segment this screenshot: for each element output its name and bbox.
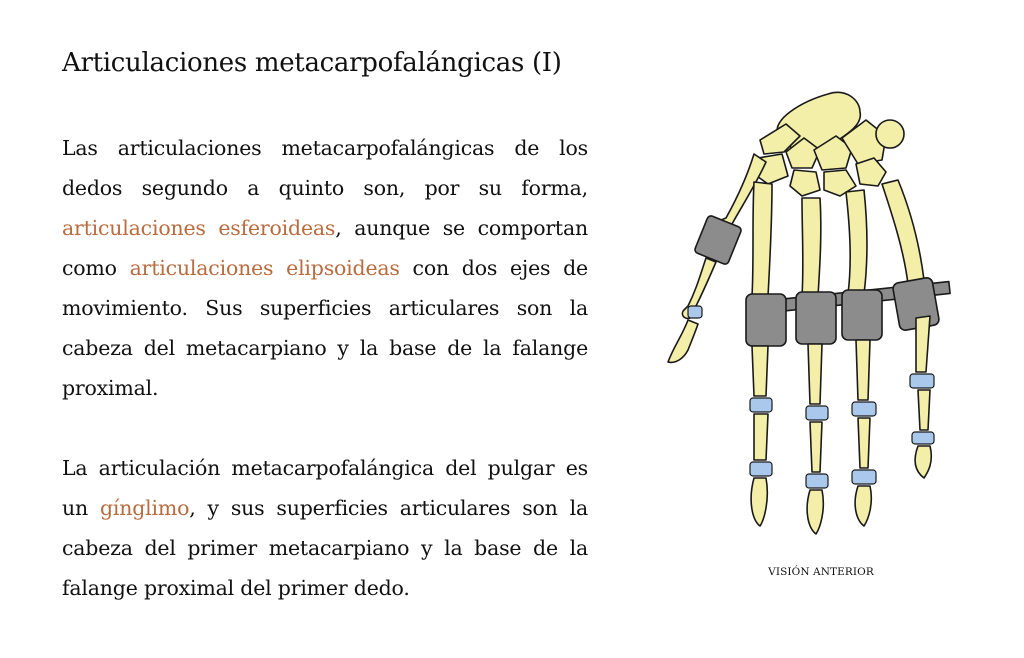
link-articulaciones-elipsoideas[interactable]: articulaciones elipsoideas — [129, 256, 400, 280]
link-ginglimo[interactable]: gínglimo — [99, 496, 190, 520]
paragraph-1 — [62, 128, 588, 408]
paragraph-1-text-3: con dos ejes de movimiento. Sus superficies articulares son la cabeza del metacarpiano y la base de la falange proximal. — [62, 256, 588, 400]
page-title: Articulaciones metacarpofalángicas (I) — [62, 48, 562, 78]
link-articulaciones-esferoideas[interactable]: articulaciones esferoideas — [62, 216, 336, 240]
paragraph-1-text-2: , aunque se comportan como — [62, 216, 588, 280]
hand-skeleton-illustration — [660, 80, 960, 550]
figure-caption: VISIÓN ANTERIOR — [768, 566, 874, 578]
carpal-bones — [754, 92, 904, 196]
metacarpal-bones — [752, 180, 924, 296]
paragraph-1-text-1: Las articulaciones metacarpofalángicas de los dedos segundo a quinto son, por su forma, — [62, 136, 588, 200]
paragraph-2 — [62, 448, 588, 608]
phalanges — [751, 316, 931, 534]
paragraph-2-text-1: La articulación metacarpofalángica del pulgar es un — [62, 456, 588, 520]
paragraph-2-text-2: , y sus superficies articulares son la cabeza del primer metacarpiano y la base de la falange proximal del primer dedo. — [62, 496, 588, 600]
